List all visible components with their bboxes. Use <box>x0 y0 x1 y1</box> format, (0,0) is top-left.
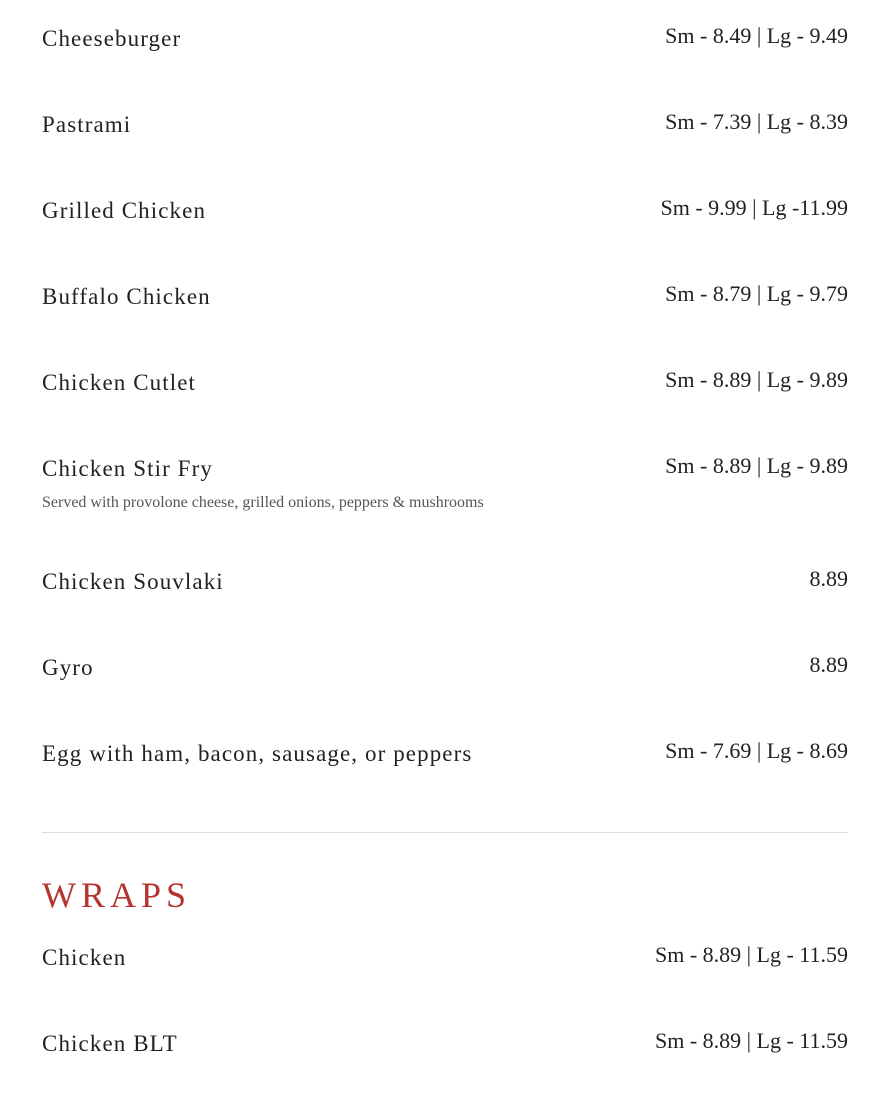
item-price: Sm - 8.89 | Lg - 9.89 <box>665 367 848 392</box>
item-name: Grilled Chicken <box>42 198 207 223</box>
menu-item-cheeseburger <box>42 25 848 65</box>
section-divider <box>42 832 848 833</box>
menu-item-chicken-wrap <box>42 944 848 984</box>
item-name: Chicken Stir Fry <box>42 456 213 481</box>
item-name: Pastrami <box>42 112 132 137</box>
item-price: 8.89 <box>809 566 848 591</box>
menu-item-chicken-blt-wrap <box>42 1030 848 1070</box>
item-price: Sm - 8.49 | Lg - 9.49 <box>665 23 848 48</box>
item-name: Gyro <box>42 655 94 680</box>
item-price: Sm - 8.79 | Lg - 9.79 <box>665 281 848 306</box>
item-price: 8.89 <box>809 652 848 677</box>
item-price: Sm - 8.89 | Lg - 11.59 <box>654 1028 848 1053</box>
menu-item-chicken-cutlet <box>42 369 848 409</box>
item-name: Chicken Souvlaki <box>42 569 224 594</box>
menu-item-chicken-stir-fry <box>42 455 848 521</box>
item-name: Chicken BLT <box>42 1031 178 1056</box>
item-name: Cheeseburger <box>42 26 182 51</box>
item-price: Sm - 7.39 | Lg - 8.39 <box>665 109 848 134</box>
item-price: Sm - 9.99 | Lg -11.99 <box>660 195 848 220</box>
menu-item-grilled-chicken <box>42 197 848 237</box>
item-name: Buffalo Chicken <box>42 284 211 309</box>
menu-item-chicken-souvlaki <box>42 568 848 608</box>
menu-item-pastrami <box>42 111 848 151</box>
item-name: Chicken <box>42 945 127 970</box>
item-price: Sm - 8.89 | Lg - 11.59 <box>654 942 848 967</box>
item-description: Served with provolone cheese, grilled onions, peppers & mushrooms <box>42 494 484 511</box>
menu-item-gyro <box>42 654 848 694</box>
item-price: Sm - 7.69 | Lg - 8.69 <box>665 738 848 763</box>
item-price: Sm - 8.89 | Lg - 9.89 <box>665 453 848 478</box>
menu-item-egg <box>42 740 848 780</box>
section-title-wraps: WRAPS <box>42 875 192 915</box>
menu-item-buffalo-chicken <box>42 283 848 323</box>
item-name: Chicken Cutlet <box>42 370 197 395</box>
item-name: Egg with ham, bacon, sausage, or peppers <box>42 741 473 766</box>
